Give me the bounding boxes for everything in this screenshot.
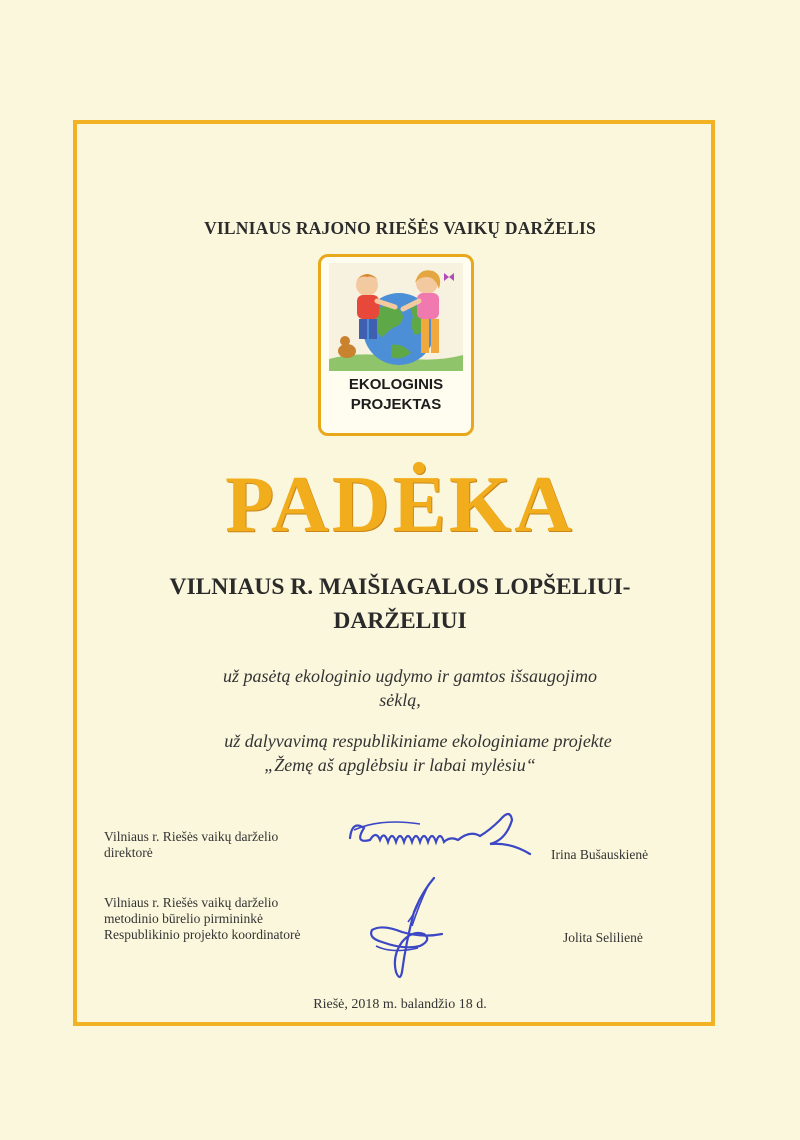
recipient	[0, 570, 800, 638]
project-logo	[318, 254, 474, 436]
signatory-2-name: Jolita Selilienė	[563, 930, 643, 945]
signatory-1-title-line2: direktorė	[104, 845, 153, 860]
signatory-2-title	[104, 895, 300, 943]
recipient-line1: VILNIAUS R. MAIŠIAGALOS LOPŠELIUI-	[169, 574, 631, 600]
signatory-2-title-line2: metodinio būrelio pirmininkė	[104, 911, 263, 926]
signature-2-icon	[362, 872, 462, 984]
signatory-1-title	[104, 829, 278, 861]
certificate-title: PADĖKA	[225, 461, 575, 549]
signatory-2-title-line3: Respublikinio projekto koordinatorė	[104, 927, 301, 942]
logo-text-line1: EKOLOGINIS	[348, 376, 444, 393]
children-hugging-globe-icon	[329, 263, 463, 371]
signature-1-icon	[340, 800, 550, 870]
organization-name: VILNIAUS RAJONO RIEŠĖS VAIKŲ DARŽELIS	[204, 218, 596, 238]
issue-date: Riešė, 2018 m. balandžio 18 d.	[313, 997, 487, 1012]
signatory-1-title-line1: Vilniaus r. Riešės vaikų darželio	[104, 829, 279, 844]
reason-line3: už dalyvavimą respublikiniame ekologiniame projekte	[224, 731, 612, 751]
reason-line4: „Žemę aš apglėbsiu ir labai mylėsiu“	[264, 755, 536, 775]
signatory-2-title-line1: Vilniaus r. Riešės vaikų darželio	[104, 895, 279, 910]
logo-text-line2: PROJEKTAS	[350, 396, 442, 413]
recipient-line2: DARŽELIUI	[333, 608, 467, 634]
signatory-1-name: Irina Bušauskienė	[551, 847, 649, 862]
reason-line1: už pasėtą ekologinio ugdymo ir gamtos išsaugojimo	[223, 666, 597, 686]
reason-line2: sėklą,	[379, 690, 421, 710]
